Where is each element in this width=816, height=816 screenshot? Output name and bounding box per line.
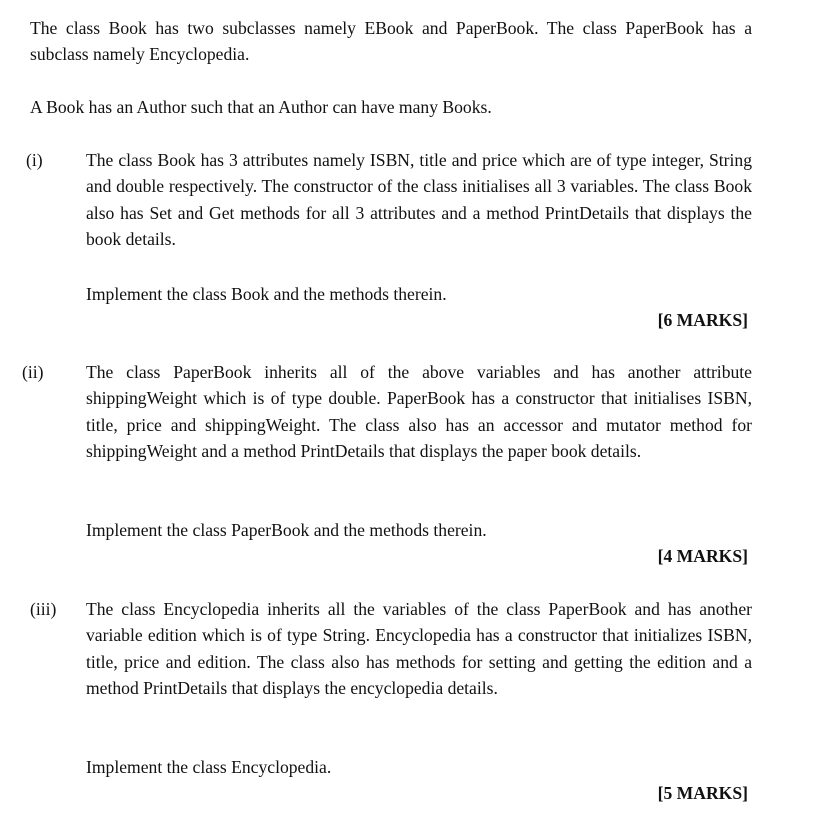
question-instruction-iii: Implement the class Encyclopedia. [86,757,332,777]
question-text-iii: The class Encyclopedia inherits all the variables of the class PaperBook and has another variable edition which is of type String. Encyclopedia has a constructor that initializes ISBN, title, price and edition. The class also has methods for setting and getting the edition and a method PrintDetails that displays the encyclopedia details. [86,599,752,699]
intro-paragraph-author-relationship: A Book has an Author such that an Author can have many Books. [30,97,492,117]
question-instruction-ii: Implement the class PaperBook and the methods therein. [86,520,487,540]
question-instruction-i: Implement the class Book and the methods therein. [86,284,447,304]
question-label-iii: (iii) [30,599,57,619]
question-text-ii: The class PaperBook inherits all of the above variables and has another attribute shippingWeight which is of type double. PaperBook has a constructor that initialises ISBN, title, price and shippingWeight. The class also has an accessor and mutator method for shippingWeight and a method PrintDetails that displays the paper book details. [86,362,752,462]
intro-paragraph-class-hierarchy: The class Book has two subclasses namely EBook and PaperBook. The class PaperBook has a subclass namely Encyclopedia. [30,18,752,65]
question-marks-ii: [4 MARKS] [657,546,748,566]
question-label-ii: (ii) [22,362,44,382]
question-marks-i: [6 MARKS] [657,310,748,330]
question-marks-iii: [5 MARKS] [657,783,748,803]
question-text-i: The class Book has 3 attributes namely ISBN, title and price which are of type integer, String and double respectively. The constructor of the class initialises all 3 variables. The class Book also has Set and Get methods for all 3 attributes and a method PrintDetails that displays the book details. [86,150,752,250]
question-label-i: (i) [26,150,43,170]
